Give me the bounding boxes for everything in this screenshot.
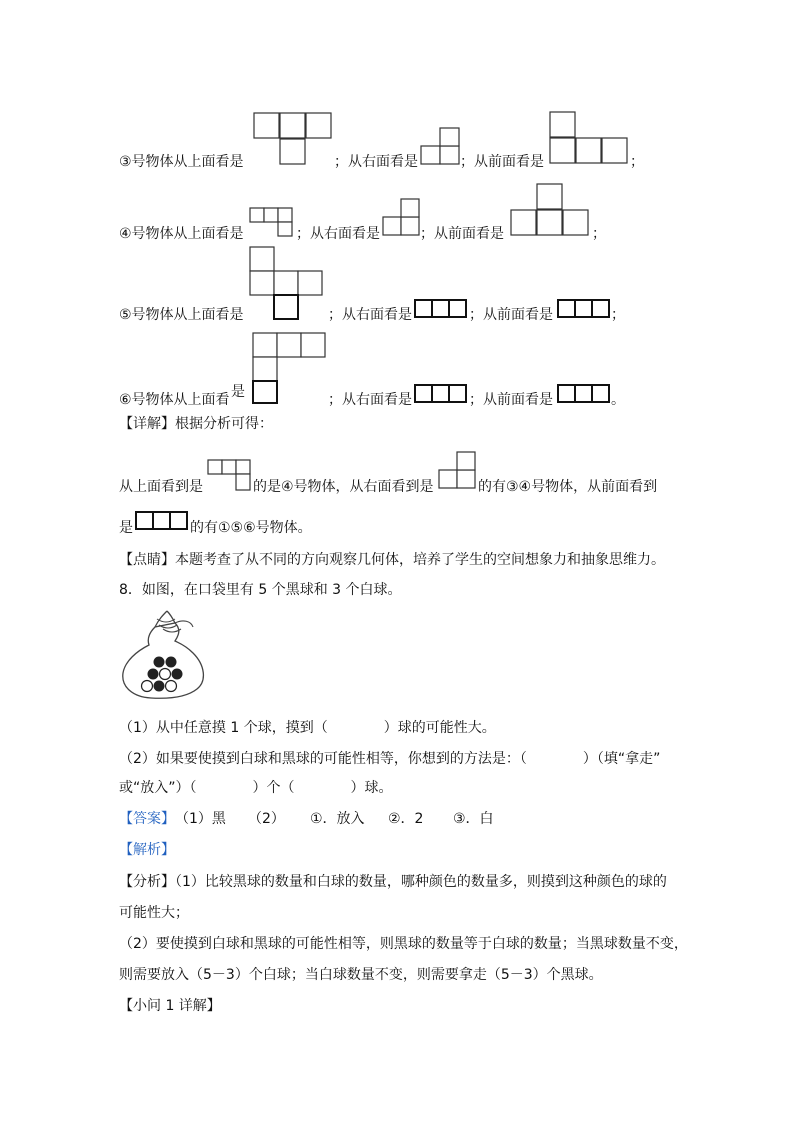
analysis-line3: （2）要使摸到白球和黑球的可能性相等，则黑球的数量等于白球的数量；当黑球数量不变， [119,936,688,952]
analysis-tag: 【解析】 [119,842,175,858]
obj4-front-label: ；从前面看是 [420,226,504,242]
answer-b3: ③．白 [453,811,494,827]
obj4-right-label: ；从右面看是 [296,226,380,242]
q8-sub2-line1: （2）如果要使摸到白球和黑球的可能性相等，你想到的方法是：（ ）（填“拿走” [119,751,661,767]
obj4-front-view [509,182,591,238]
obj6-end: 。 [611,392,625,408]
comment: 【点睛】本题考查了从不同的方向观察几何体，培养了学生的空间想象力和抽象思维力。 [119,552,665,568]
detail-line1-b: 的是④号物体，从右面看到是 [253,479,434,495]
obj5-front-view [556,298,612,320]
answer-tag: 【答案】 [119,811,175,827]
obj6-top-label: ⑥号物体从上面看 [119,392,230,408]
obj3-right-view [420,126,462,166]
obj6-front-label: ；从前面看是 [469,392,553,408]
q8-sub1: （1）从中任意摸 1 个球，摸到（ ）球的可能性大。 [119,720,496,736]
obj3-right-label: ；从右面看是 [334,154,418,170]
detail-line2-a: 是 [119,520,133,536]
obj3-top-view [253,112,333,166]
obj6-top-label-raised: 是 [231,384,245,400]
obj6-front-view [556,383,612,405]
analysis-text-1: （1）比较黑球的数量和白球的数量，哪种颜色的数量多，则摸到这种颜色的球的 [175,874,667,890]
obj6-top-view [251,331,327,407]
detail-heading: 【详解】根据分析可得： [119,416,273,432]
answer-b1: ①．放入 [310,811,365,827]
detail-front-view-figure [134,510,190,532]
q8-stem: 8．如图，在口袋里有 5 个黑球和 3 个白球。 [119,582,402,598]
obj6-right-view [413,383,469,405]
obj3-top-label: ③号物体从上面看是 [119,154,244,170]
obj3-front-view [548,110,630,166]
detail-line1-c: 的有③④号物体，从前面看到 [478,479,658,495]
obj4-right-view [382,198,422,238]
detail-top-view-figure [206,458,254,494]
obj4-top-view [249,206,295,240]
obj3-front-label: ；从前面看是 [460,154,544,170]
subq1-heading: 【小问 1 详解】 [119,998,221,1014]
detail-line2-b: 的有①⑤⑥号物体。 [190,520,312,536]
obj3-end: ； [630,154,644,170]
answer-a1: （1）黑 [175,811,226,827]
obj5-end: ； [611,307,625,323]
analysis-line2: 可能性大； [119,905,189,921]
answer-b2: ②．2 [388,811,424,827]
detail-right-view-figure [437,450,479,490]
q8-sub2-line2: 或“放入”）（ ）个（ ）球。 [119,780,393,796]
obj4-top-label: ④号物体从上面看是 [119,226,244,242]
analysis-line4: 则需要放入（5－3）个白球；当白球数量不变，则需要拿走（5－3）个黑球。 [119,967,603,983]
detail-line1-a: 从上面看到是 [119,479,203,495]
obj5-front-label: ；从前面看是 [469,307,553,323]
obj4-end: ； [592,226,606,242]
bag-illustration [119,609,209,701]
obj5-top-label: ⑤号物体从上面看是 [119,307,244,323]
analysis-sub-tag: 【分析】 [119,874,175,890]
obj6-right-label: ；从右面看是 [328,392,412,408]
answer-a2: （2） [248,811,285,827]
obj5-top-view [249,246,325,322]
obj5-right-view [413,298,469,320]
obj5-right-label: ；从右面看是 [328,307,412,323]
analysis-line1 [119,872,667,892]
